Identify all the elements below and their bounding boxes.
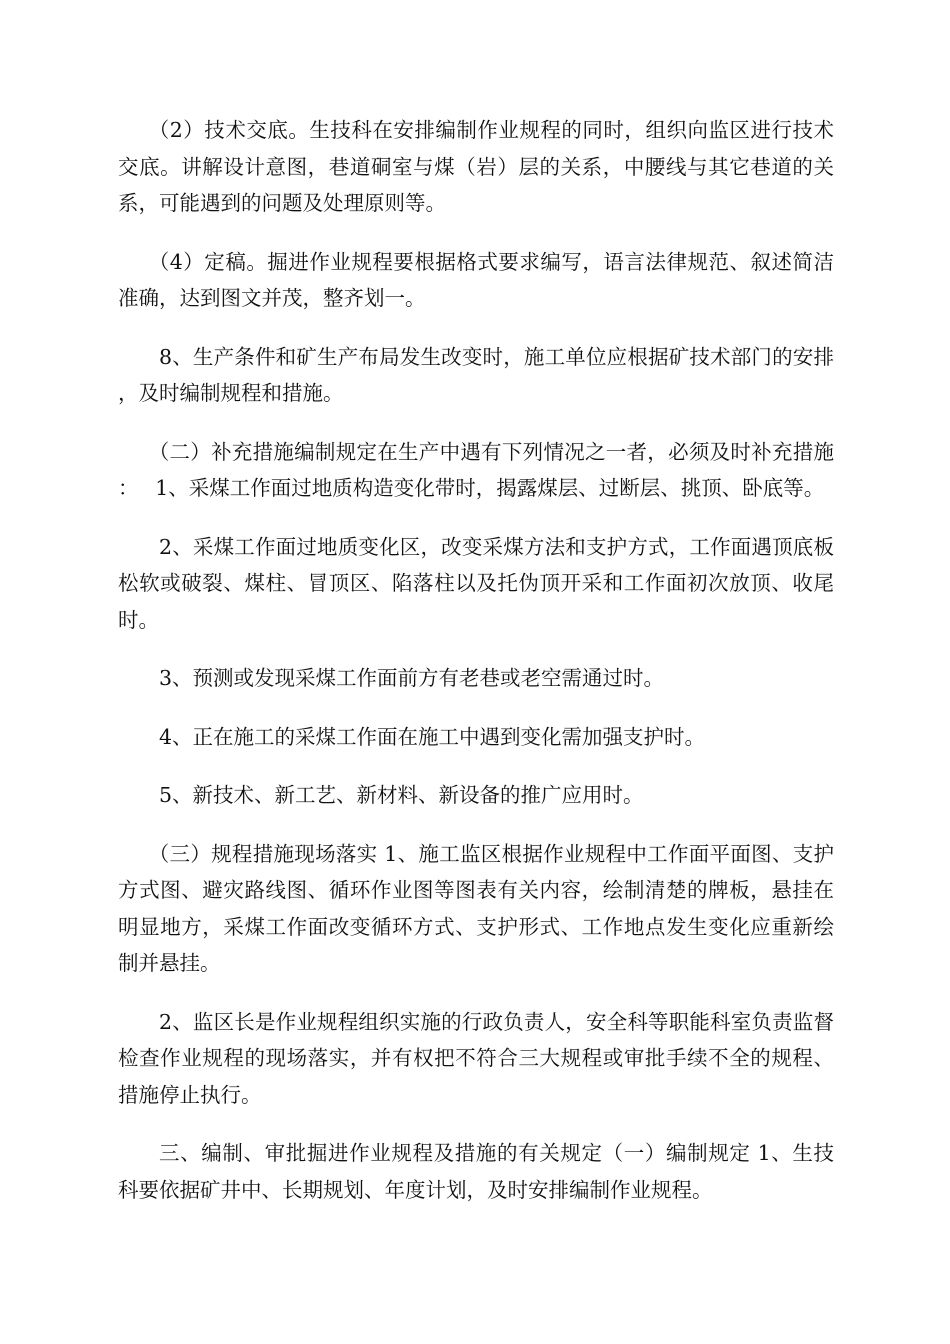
- paragraph-item-8: 8、生产条件和矿生产布局发生改变时，施工单位应根据矿技术部门的安排，及时编制规程和措施。: [118, 344, 834, 405]
- paragraph-supplementary-measures: （二）补充措施编制规定在生产中遇有下列情况之一者，必须及时补充措施： 1、采煤工作面过地质构造变化带时，揭露煤层、过断层、挑顶、卧底等。: [118, 439, 834, 500]
- paragraph-onsite-implementation: （三）规程措施现场落实 1、施工监区根据作业规程中工作面平面图、支护方式图、避灾路线图、循环作业图等图表有关内容，绘制清楚的牌板，悬挂在明显地方，采煤工作面改变循环方式、支护形式、工作地点发生变化应重新绘制并悬挂。: [118, 841, 834, 975]
- paragraph-technical-briefing: （2）技术交底。生技科在安排编制作业规程的同时，组织向监区进行技术交底。讲解设计意图，巷道硐室与煤（岩）层的关系，中腰线与其它巷道的关系，可能遇到的问题及处理原则等。: [118, 118, 834, 215]
- paragraph-item-5-new-tech: 5、新技术、新工艺、新材料、新设备的推广应用时。: [159, 783, 644, 807]
- paragraph-item-2-supervisor: 2、监区长是作业规程组织实施的行政负责人，安全科等职能科室负责监督检查作业规程的现场落实，并有权把不符合三大规程或审批手续不全的规程、措施停止执行。: [118, 1009, 834, 1107]
- paragraph-finalization: （4）定稿。掘进作业规程要根据格式要求编写，语言法律规范、叙述简洁准确，达到图文并茂，整齐划一。: [118, 249, 834, 310]
- paragraph-item-2-geology: 2、采煤工作面过地质变化区，改变采煤方法和支护方式，工作面遇顶底板松软或破裂、煤柱、冒顶区、陷落柱以及托伪顶开采和工作面初次放顶、收尾时。: [118, 534, 834, 632]
- paragraph-item-4-support: 4、正在施工的采煤工作面在施工中遇到变化需加强支护时。: [159, 724, 706, 749]
- paragraph-section-three: 三、编制、审批掘进作业规程及措施的有关规定（一）编制规定 1、生技科要依据矿井中、长期规划、年度计划，及时安排编制作业规程。: [118, 1141, 834, 1202]
- paragraph-item-3-old-roadway: 3、预测或发现采煤工作面前方有老巷或老空需通过时。: [159, 666, 665, 690]
- document-page: [118, 112, 834, 1230]
